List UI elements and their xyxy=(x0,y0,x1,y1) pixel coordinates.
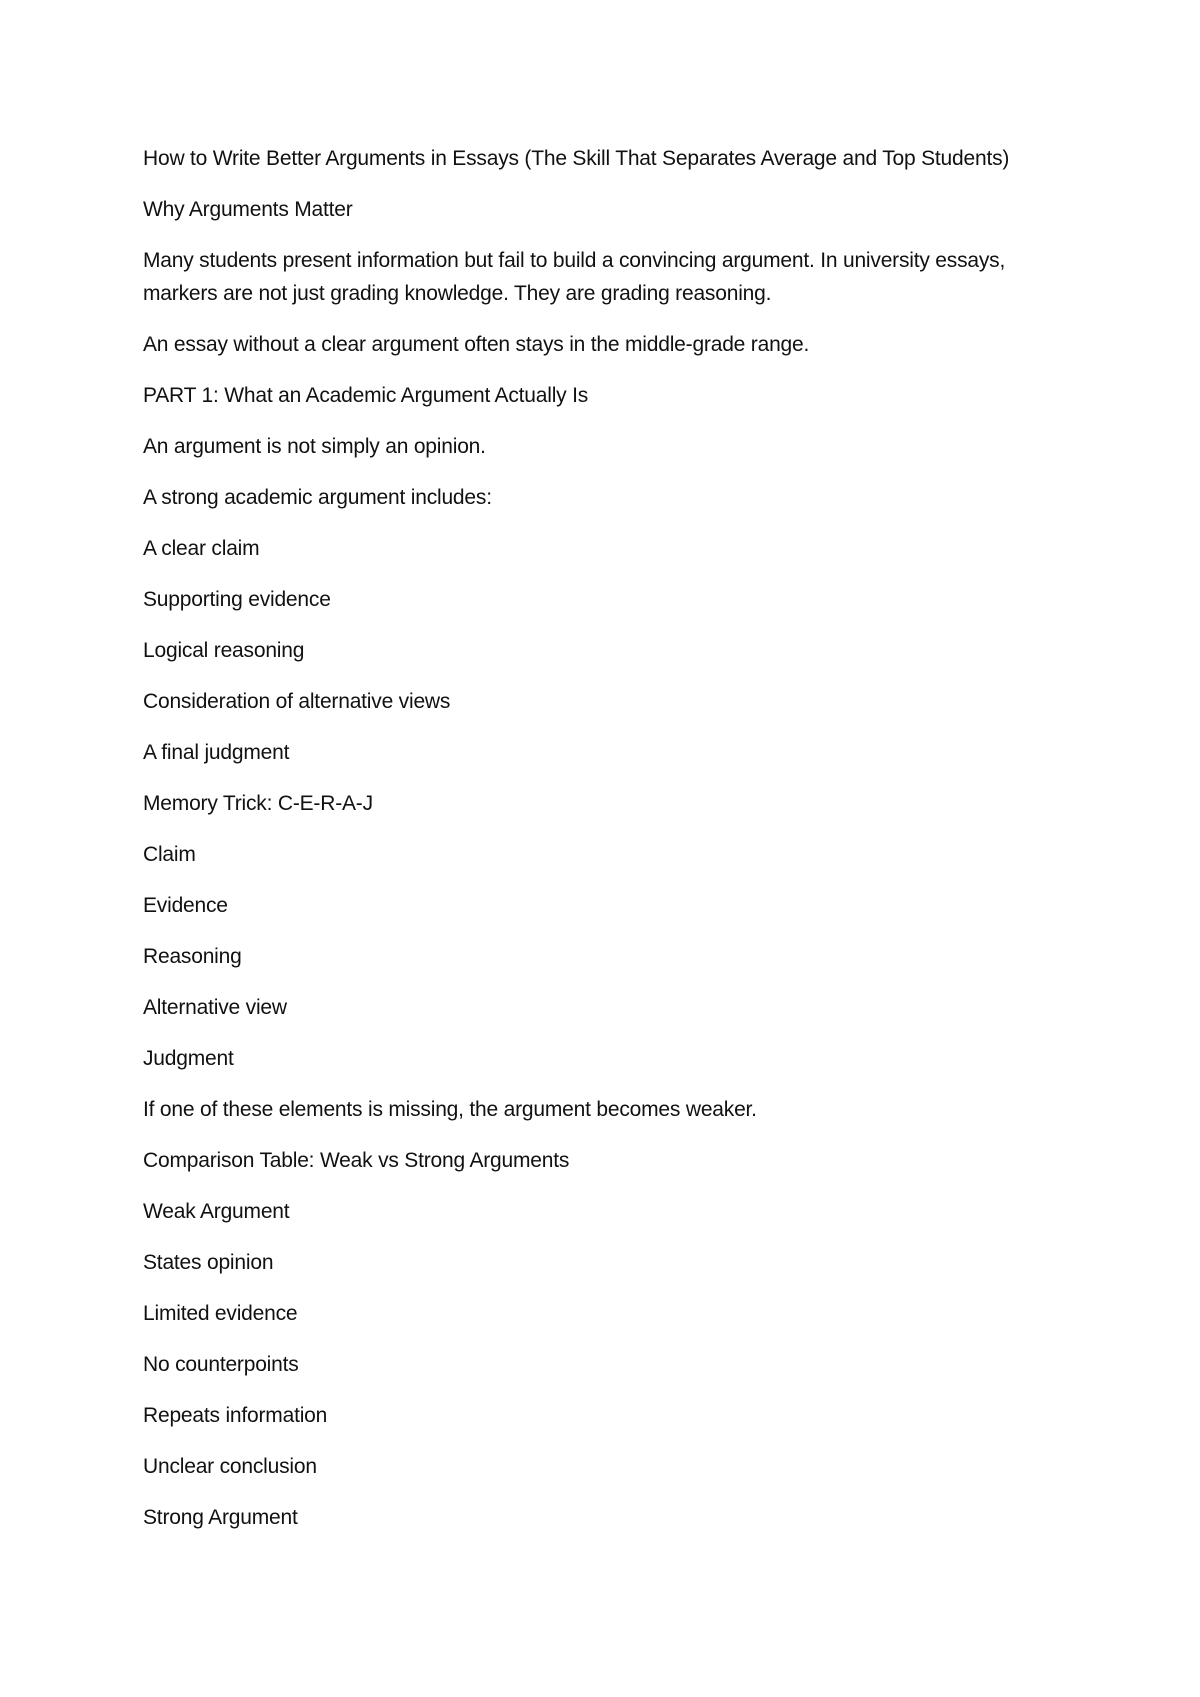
list-item: Judgment xyxy=(143,1047,234,1070)
subheading: Comparison Table: Weak vs Strong Arguments xyxy=(143,1149,570,1172)
list-item: Evidence xyxy=(143,894,228,917)
body-paragraph: A strong academic argument includes: xyxy=(143,486,492,509)
table-cell: Repeats information xyxy=(143,1404,328,1427)
table-cell: Unclear conclusion xyxy=(143,1455,317,1478)
section-heading: PART 1: What an Academic Argument Actually Is xyxy=(143,384,589,407)
list-item: Claim xyxy=(143,843,196,866)
table-column-heading: Weak Argument xyxy=(143,1200,290,1223)
list-item: Supporting evidence xyxy=(143,588,331,611)
document-page xyxy=(143,142,1063,1552)
body-paragraph: An essay without a clear argument often stays in the middle-grade range. xyxy=(143,333,810,356)
table-cell: States opinion xyxy=(143,1251,274,1274)
table-cell: No counterpoints xyxy=(143,1353,299,1376)
table-column-heading: Strong Argument xyxy=(143,1506,298,1529)
subheading: Memory Trick: C-E-R-A-J xyxy=(143,792,373,815)
list-item: Consideration of alternative views xyxy=(143,690,451,713)
list-item: A final judgment xyxy=(143,741,290,764)
table-cell: Limited evidence xyxy=(143,1302,298,1325)
body-paragraph: If one of these elements is missing, the argument becomes weaker. xyxy=(143,1098,757,1121)
section-heading: Why Arguments Matter xyxy=(143,198,353,221)
list-item: A clear claim xyxy=(143,537,260,560)
body-paragraph: Many students present information but fail to build a convincing argument. In university essays, markers are not just grading knowledge. They are grading reasoning. xyxy=(143,249,1006,305)
list-item: Reasoning xyxy=(143,945,242,968)
document-title: How to Write Better Arguments in Essays (The Skill That Separates Average and Top Students) xyxy=(143,147,1010,170)
body-paragraph: An argument is not simply an opinion. xyxy=(143,435,486,458)
list-item: Alternative view xyxy=(143,996,287,1019)
list-item: Logical reasoning xyxy=(143,639,305,662)
